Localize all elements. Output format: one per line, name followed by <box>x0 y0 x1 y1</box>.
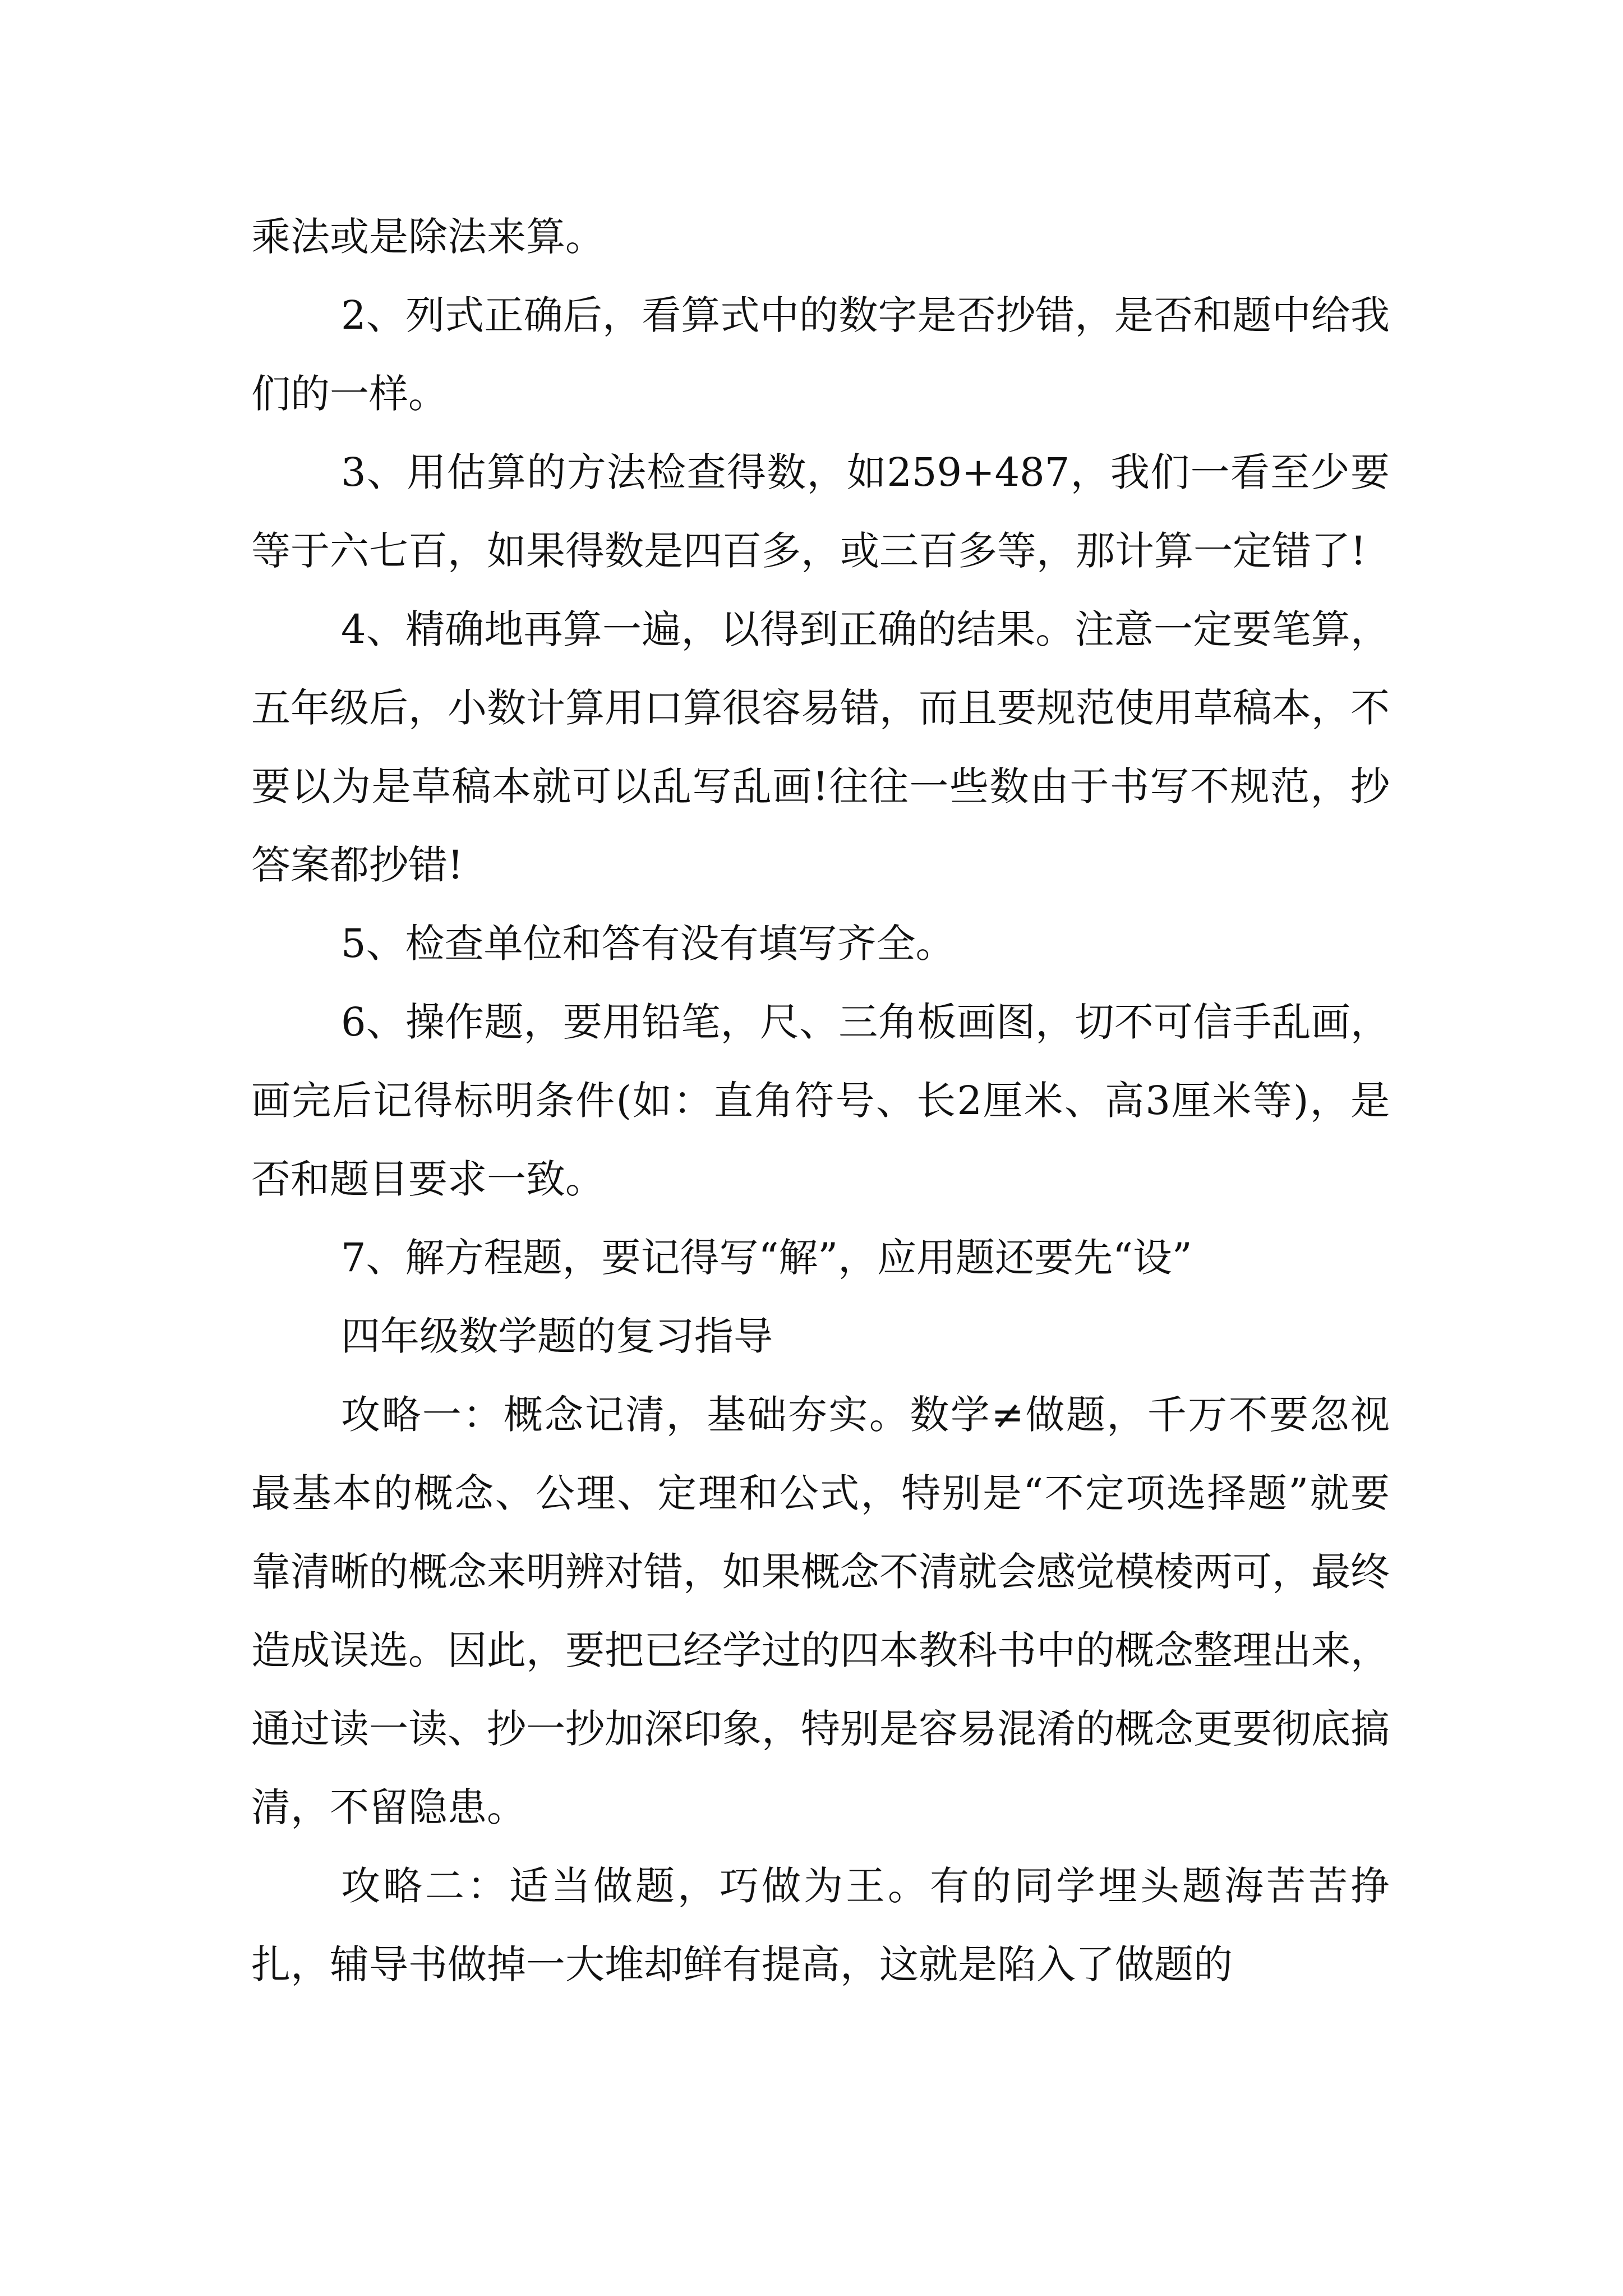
paragraph-strategy-2: 攻略二：适当做题，巧做为王。有的同学埋头题海苦苦挣扎，辅导书做掉一大堆却鲜有提高，这就是陷入了做题的 <box>251 1863 1390 1987</box>
paragraph-item-3: 3、用估算的方法检查得数，如259+487，我们一看至少要等于六七百，如果得数是四百多，或三百多等，那计算一定错了! <box>251 449 1390 574</box>
paragraph-item-4: 4、精确地再算一遍，以得到正确的结果。注意一定要笔算，五年级后，小数计算用口算很容易错，而且要规范使用草稿本，不要以为是草稿本就可以乱写乱画!往往一些数由于书写不规范，抄答案都抄错! <box>251 606 1390 888</box>
paragraph-strategy-1: 攻略一：概念记清，基础夯实。数学≠做题，千万不要忽视最基本的概念、公理、定理和公式，特别是“不定项选择题”就要靠清晰的概念来明辨对错，如果概念不清就会感觉模棱两可，最终造成误选。因此，要把已经学过的四本教科书中的概念整理出来，通过读一读、抄一抄加深印象，特别是容易混淆的概念更要彻底搞清，不留隐患。 <box>251 1392 1390 1830</box>
section-heading: 四年级数学题的复习指导 <box>341 1313 773 1359</box>
paragraph-continuation: 乘法或是除法来算。 <box>251 214 605 260</box>
paragraph-item-2: 2、列式正确后，看算式中的数字是否抄错，是否和题中给我们的一样。 <box>251 292 1390 417</box>
paragraph-item-6: 6、操作题，要用铅笔，尺、三角板画图，切不可信手乱画，画完后记得标明条件(如：直角符号、长2厘米、高3厘米等)，是否和题目要求一致。 <box>251 999 1390 1202</box>
document-body <box>251 197 1390 2004</box>
paragraph-item-5: 5、检查单位和答有没有填写齐全。 <box>341 921 955 967</box>
paragraph-item-7: 7、解方程题，要记得写“解”，应用题还要先“设” <box>341 1235 1192 1281</box>
